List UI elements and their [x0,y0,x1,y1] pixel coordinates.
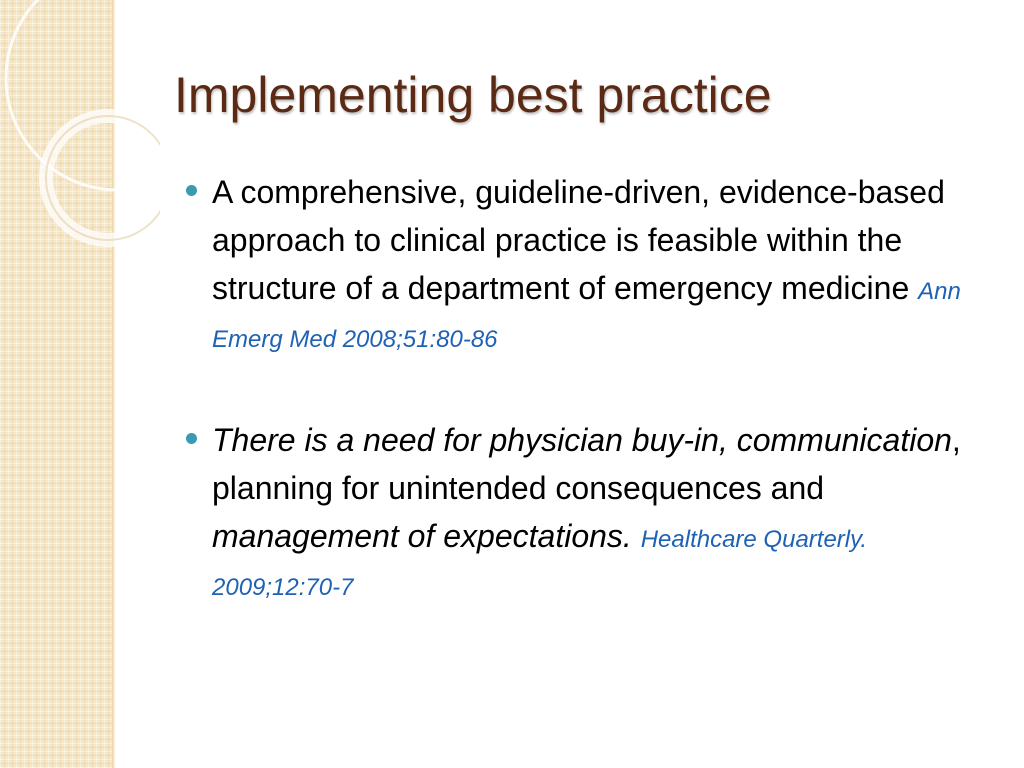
bullet-item [186,416,996,608]
decorative-rings-icon [0,0,160,260]
bullet-text: , planning for unintended consequences and [212,422,961,506]
bullet-text-italic: management of expectations. [212,518,632,554]
bullet-citation: Healthcare Quarterly. 2009;12:70-7 [212,526,868,601]
bullet-text: A comprehensive, guideline-driven, evidence-based approach to clinical practice is feasible within the structure of a department of emergency medicine [212,174,945,306]
bullet-dot-icon [186,185,197,196]
bullet-text-italic: There is a need for physician buy-in, communication [212,422,952,458]
bullet-citation: Ann Emerg Med 2008;51:80-86 [212,278,961,353]
bullet-dot-icon [186,433,197,444]
bullet-list [186,168,996,608]
bullet-item [186,168,996,360]
slide-title: Implementing best practice [174,67,772,123]
